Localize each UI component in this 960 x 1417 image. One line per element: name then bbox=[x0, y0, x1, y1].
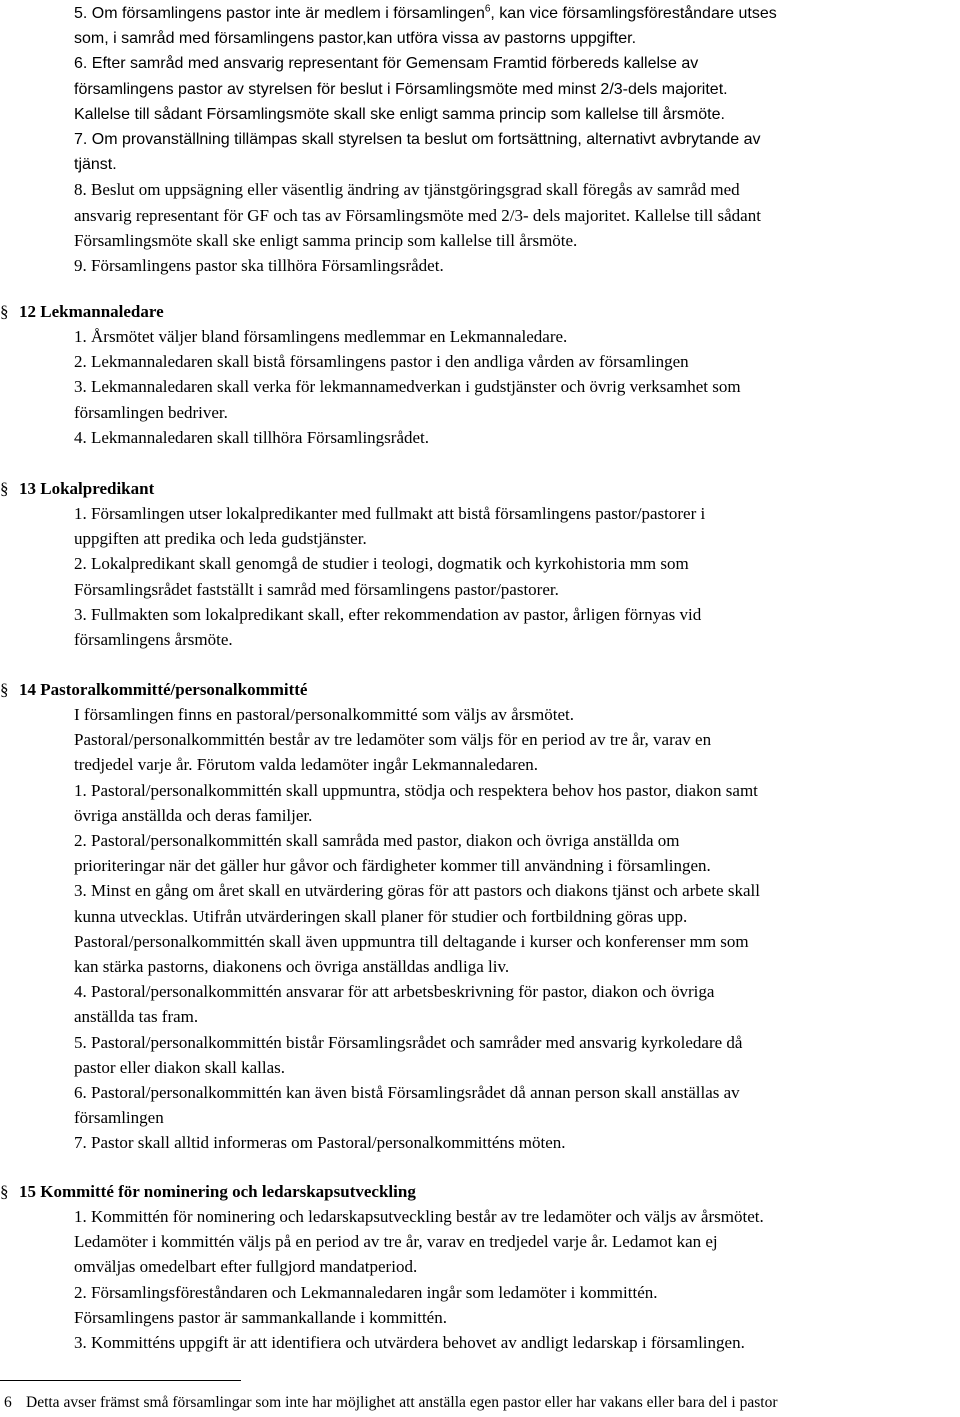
section-14-line: 2. Pastoral/personalkommittén skall samråda med pastor, diakon och övriga anställda om bbox=[74, 831, 680, 851]
clause-6-line-1: 6. Efter samråd med ansvarig representant för Gemensam Framtid förbereds kallelse av bbox=[74, 55, 699, 73]
clause-5-line-1: 5. Om församlingens pastor inte är medlem i församlingen$^6$, kan vice församlingsföreståndare utses bbox=[74, 3, 777, 22]
section-symbol: § bbox=[0, 302, 9, 321]
section-14-line: prioriteringar när det gäller hur gåvor och färdigheter kommer till användning i församlingen. bbox=[74, 856, 711, 876]
section-13-line: Församlingsrådet fastställt i samråd med församlingens pastor/pastorer. bbox=[74, 579, 559, 599]
section-15-line: omväljas omedelbart efter fullgjord mandatperiod. bbox=[74, 1257, 418, 1277]
section-13-line: 2. Lokalpredikant skall genomgå de studier i teologi, dogmatik och kyrkohistoria mm som bbox=[74, 554, 689, 574]
section-15-body bbox=[74, 1204, 956, 1355]
section-title: 12 Lekmannaledare bbox=[19, 302, 164, 321]
section-14-line: 4. Pastoral/personalkommittén ansvarar för att arbetsbeskrivning för pastor, diakon och övriga bbox=[74, 982, 715, 1002]
clause-8-line-3: Församlingsmöte skall ske enligt samma princip som kallelse till årsmöte. bbox=[74, 230, 578, 250]
section-13-line: 1. Församlingen utser lokalpredikanter med fullmakt att bistå församlingens pastor/pastorer i bbox=[74, 504, 706, 523]
footnote-text: Detta avser främst små församlingar som inte har möjlighet att anställa egen pastor eller har vakans eller bara del i pastor bbox=[26, 1394, 778, 1411]
footnote-number: 6 bbox=[4, 1394, 12, 1411]
clause-6-line-2: församlingens pastor av styrelsen för beslut i Församlingsmöte med minst 2/3-dels majoritet. bbox=[74, 80, 728, 98]
section-15-line: 1. Kommittén för nominering och ledarskapsutveckling består av tre ledamöter och väljs av årsmötet. bbox=[74, 1207, 764, 1226]
section-14-line: Pastoral/personalkommittén består av tre ledamöter som väljs för en period av tre år, varav en bbox=[74, 730, 712, 750]
section-14-line: 6. Pastoral/personalkommittén kan även bistå Församlingsrådet då annan person skall anställas av bbox=[74, 1083, 740, 1103]
section-14-line: 1. Pastoral/personalkommittén skall uppmuntra, stödja och respektera behov hos pastor, diakon samt bbox=[74, 780, 758, 800]
section-13-heading bbox=[0, 477, 154, 501]
section-symbol: § bbox=[0, 479, 9, 498]
section-14-line: kan stärka pastorns, diakonens och övriga anställdas andliga liv. bbox=[74, 957, 510, 977]
section-12-line: 1. Årsmötet väljer bland församlingens medlemmar en Lekmannaledare. bbox=[74, 327, 568, 346]
section-12-body bbox=[74, 324, 956, 450]
pastor-clauses bbox=[74, 1, 956, 278]
section-14-line: församlingen bbox=[74, 1108, 164, 1128]
section-14-heading bbox=[0, 678, 307, 702]
section-13-body bbox=[74, 501, 956, 652]
section-14-line: 5. Pastoral/personalkommittén bistår Församlingsrådet och samråder med ansvarig kyrkoledare då bbox=[74, 1032, 743, 1052]
section-15-heading bbox=[0, 1180, 416, 1204]
section-13-line: 3. Fullmakten som lokalpredikant skall, efter rekommendation av pastor, årligen förnyas vid bbox=[74, 604, 702, 624]
clause-9-line-1: 9. Församlingens pastor ska tillhöra Församlingsrådet. bbox=[74, 256, 444, 276]
footnote-ref[interactable]: 6 bbox=[484, 3, 491, 15]
section-14-line: tredjedel varje år. Förutom valda ledamöter ingår Lekmannaledaren. bbox=[74, 755, 538, 775]
section-12-line: församlingen bedriver. bbox=[74, 402, 228, 422]
section-14-line: pastor eller diakon skall kallas. bbox=[74, 1057, 286, 1077]
section-15-line: 3. Kommitténs uppgift är att identifiera och utvärdera behovet av andligt ledarskap i församlingen. bbox=[74, 1333, 745, 1353]
clause-6-line-3: Kallelse till sådant Församlingsmöte skall ske enligt samma princip som kallelse till årsmöte. bbox=[74, 105, 725, 123]
section-15-line: Församlingens pastor är sammankallande i kommittén. bbox=[74, 1307, 447, 1327]
footnote bbox=[4, 1392, 777, 1414]
clause-7-line-1: 7. Om provanställning tillämpas skall styrelsen ta beslut om fortsättning, alternativt avbrytande av bbox=[74, 131, 761, 149]
section-14-line: övriga anställda och deras familjer. bbox=[74, 805, 313, 825]
section-title: 13 Lokalpredikant bbox=[19, 479, 155, 498]
section-14-line: Pastoral/personalkommittén skall även uppmuntra till deltagande i kurser och konferenser mm som bbox=[74, 931, 749, 951]
section-12-line: 2. Lekmannaledaren skall bistå församlingens pastor i den andliga vården av församlingen bbox=[74, 352, 689, 372]
clause-8-line-1: 8. Beslut om uppsägning eller väsentlig ändring av tjänstgöringsgrad skall föregås av samråd med bbox=[74, 180, 740, 200]
section-symbol: § bbox=[0, 680, 9, 699]
clause-5-line-2: som, i samråd med församlingens pastor,kan utföra vissa av pastorns uppgifter. bbox=[74, 30, 637, 48]
clause-8-line-2: ansvarig representant för GF och tas av Församlingsmöte med 2/3- dels majoritet. Kallelse till sådant bbox=[74, 205, 761, 225]
section-13-line: församlingens årsmöte. bbox=[74, 630, 233, 650]
section-14-body bbox=[74, 702, 956, 1156]
section-14-line: anställda tas fram. bbox=[74, 1007, 199, 1027]
section-title: 14 Pastoralkommitté/personalkommitté bbox=[19, 680, 308, 699]
section-12-heading bbox=[0, 300, 164, 324]
section-14-line: 7. Pastor skall alltid informeras om Pastoral/personalkommitténs möten. bbox=[74, 1133, 566, 1153]
section-12-line: 3. Lekmannaledaren skall verka för lekmannamedverkan i gudstjänster och övrig verksamhet som bbox=[74, 377, 741, 397]
section-12-line: 4. Lekmannaledaren skall tillhöra Församlingsrådet. bbox=[74, 427, 430, 447]
footnote-divider bbox=[0, 1380, 241, 1381]
section-14-line: 3. Minst en gång om året skall en utvärdering göras för att pastors och diakons tjänst och arbete skall bbox=[74, 881, 760, 901]
section-15-line: 2. Församlingsföreståndaren och Lekmannaledaren ingår som ledamöter i kommittén. bbox=[74, 1282, 658, 1302]
section-14-line: I församlingen finns en pastoral/personalkommitté som väljs av årsmötet. bbox=[74, 705, 574, 724]
section-title: 15 Kommitté för nominering och ledarskapsutveckling bbox=[19, 1182, 416, 1201]
section-symbol: § bbox=[0, 1182, 9, 1201]
section-13-line: uppgiften att predika och leda gudstjänster. bbox=[74, 529, 367, 549]
clause-7-line-2: tjänst. bbox=[74, 156, 117, 174]
section-15-line: Ledamöter i kommittén väljs på en period av tre år, varav en tredjedel varje år. Ledamot kan ej bbox=[74, 1232, 718, 1252]
section-14-line: kunna utvecklas. Utifrån utvärderingen skall planer för studier och fortbildning göras upp. bbox=[74, 906, 688, 926]
